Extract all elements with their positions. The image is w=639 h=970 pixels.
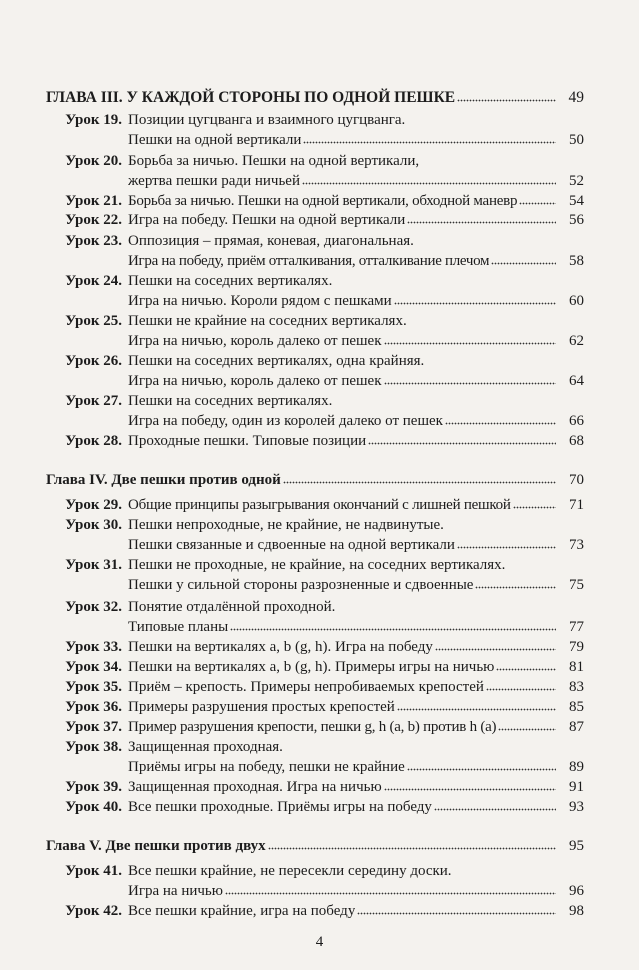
lesson-page: 81 [569,659,584,675]
lesson-label: Урок 41. [65,863,122,879]
lesson-page: 66 [569,413,584,429]
toc-line [46,777,584,797]
dot-leader [407,212,556,224]
chapter-heading [46,88,584,108]
lesson-label: Урок 29. [65,497,122,513]
toc-line [46,637,584,657]
toc-line [46,331,584,351]
lesson-page: 73 [569,537,584,553]
toc-line [46,110,584,130]
lesson-label: Урок 21. [65,193,122,209]
lesson-label: Урок 28. [65,433,122,449]
toc-line [46,431,584,451]
toc-line [46,151,584,171]
toc-line [46,271,584,291]
toc-line [46,311,584,331]
lesson-text: Пример разрушения крепости, пешки g, h (a, b) против h (a) [128,719,497,735]
lesson-page: 56 [569,212,584,228]
lesson-label: Урок 20. [65,153,122,169]
lesson-text: Игра на ничью, король далеко от пешек [128,333,382,349]
dot-leader [457,90,556,102]
dot-leader [519,193,556,205]
chapter-heading [46,836,584,856]
toc-line [46,881,584,901]
dot-leader [434,799,556,811]
chapter-title: ГЛАВА III. У КАЖДОЙ СТОРОНЫ ПО ОДНОЙ ПЕШКЕ [46,89,456,106]
dot-leader [407,759,556,771]
lesson-text: Пешки на вертикалях a, b (g, h). Примеры игры на ничью [128,659,495,675]
lesson-label: Урок 30. [65,517,122,533]
lesson-text: Пешки не крайние на соседних вертикалях. [128,313,407,329]
toc-line [46,411,584,431]
toc-line [46,597,584,617]
lesson-text: Примеры разрушения простых крепостей [128,699,395,715]
toc-line [46,371,584,391]
dot-leader [394,293,556,305]
toc-line [46,515,584,535]
dot-leader [513,497,556,509]
lesson-label: Урок 31. [65,557,122,573]
lesson-label: Урок 35. [65,679,122,695]
page-number: 4 [315,934,324,950]
lesson-page: 85 [569,699,584,715]
toc-line [46,757,584,777]
lesson-text: Все пешки крайние, не пересекли середину доски. [128,863,452,879]
toc-line [46,191,584,211]
lesson-page: 91 [569,779,584,795]
lesson-page: 79 [569,639,584,655]
lesson-text: Пешки на одной вертикали [128,132,302,148]
lesson-text: Приёмы игры на победу, пешки не крайние [128,759,405,775]
dot-leader [457,537,556,549]
toc-line [46,351,584,371]
dot-leader [384,373,556,385]
lesson-text: Пешки у сильной стороны разрозненные и сдвоенные [128,577,474,593]
dot-leader [357,903,556,915]
toc-line [46,291,584,311]
lesson-page: 98 [569,903,584,919]
lesson-text: Пешки на соседних вертикалях. [128,273,333,289]
toc-line [46,797,584,817]
lesson-page: 64 [569,373,584,389]
chapter-title: Глава V. Две пешки против двух [46,838,266,854]
lesson-page: 83 [569,679,584,695]
lesson-text: Пешки на соседних вертикалях. [128,393,333,409]
lesson-text: Пешки не проходные, не крайние, на соседних вертикалях. [128,557,506,573]
dot-leader [475,577,556,589]
lesson-page: 60 [569,293,584,309]
toc-line [46,251,584,271]
toc-line [46,657,584,677]
lesson-text: Оппозиция – прямая, коневая, диагональная. [128,233,414,249]
toc-line [46,555,584,575]
lesson-text: Защищенная проходная. Игра на ничью [128,779,382,795]
lesson-page: 50 [569,132,584,148]
lesson-label: Урок 39. [65,779,122,795]
lesson-page: 93 [569,799,584,815]
lesson-text: Борьба за ничью. Пешки на одной вертикали, обходной маневр [128,193,518,209]
lesson-text: Игра на ничью [128,883,223,899]
lesson-text: Приём – крепость. Примеры непробиваемых крепостей [128,679,484,695]
dot-leader [230,619,556,631]
lesson-text: Игра на ничью, король далеко от пешек [128,373,382,389]
lesson-page: 71 [569,497,584,513]
toc-line [46,535,584,555]
dot-leader [491,253,556,265]
dot-leader [435,639,556,651]
lesson-text: Пешки связанные и сдвоенные на одной вертикали [128,537,455,553]
lesson-text: Борьба за ничью. Пешки на одной вертикали, [128,153,420,169]
chapter-page: 49 [568,89,584,106]
dot-leader [268,838,556,850]
dot-leader [225,883,556,895]
toc-line [46,677,584,697]
lesson-label: Урок 38. [65,739,122,755]
lesson-page: 89 [569,759,584,775]
lesson-text: Игра на победу, приём отталкивания, отталкивание плечом [128,253,490,269]
lesson-text: жертва пешки ради ничьей [128,173,300,189]
dot-leader [384,779,556,791]
lesson-label: Урок 26. [65,353,122,369]
lesson-text: Позиции цугцванга и взаимного цугцванга. [128,112,406,128]
dot-leader [283,472,556,484]
lesson-page: 62 [569,333,584,349]
toc-line [46,617,584,637]
lesson-text: Все пешки проходные. Приёмы игры на победу [128,799,432,815]
lesson-label: Урок 25. [65,313,122,329]
lesson-label: Урок 36. [65,699,122,715]
lesson-page: 58 [569,253,584,269]
lesson-text: Игра на победу. Пешки на одной вертикали [128,212,406,228]
toc-line [46,861,584,881]
toc-line [46,901,584,921]
dot-leader [303,132,556,144]
lesson-label: Урок 22. [65,212,122,228]
lesson-text: Все пешки крайние, игра на победу [128,903,356,919]
lesson-page: 77 [569,619,584,635]
lesson-text: Пешки непроходные, не крайние, не надвинутые. [128,517,444,533]
dot-leader [498,719,556,731]
toc-line [46,495,584,515]
lesson-label: Урок 23. [65,233,122,249]
lesson-label: Урок 37. [65,719,122,735]
dot-leader [384,333,556,345]
lesson-text: Пешки на вертикалях a, b (g, h). Игра на победу [128,639,433,655]
lesson-page: 75 [569,577,584,593]
chapter-page: 70 [569,472,584,488]
dot-leader [368,433,556,445]
lesson-page: 68 [569,433,584,449]
toc-line [46,737,584,757]
lesson-page: 54 [569,193,584,209]
lesson-label: Урок 32. [65,599,122,615]
chapter-title: Глава IV. Две пешки против одной [46,472,281,488]
lesson-label: Урок 27. [65,393,122,409]
lesson-label: Урок 40. [65,799,122,815]
toc-line [46,575,584,595]
toc-line [46,210,584,230]
lesson-label: Урок 24. [65,273,122,289]
lesson-page: 52 [569,173,584,189]
lesson-label: Урок 34. [65,659,122,675]
lesson-text: Типовые планы [128,619,229,635]
lesson-text: Понятие отдалённой проходной. [128,599,336,615]
toc-line [46,717,584,737]
toc-line [46,391,584,411]
chapter-heading [46,470,584,490]
dot-leader [486,679,556,691]
dot-leader [445,413,556,425]
toc-line [46,231,584,251]
lesson-text: Игра на ничью. Короли рядом с пешками [128,293,392,309]
lesson-label: Урок 33. [65,639,122,655]
dot-leader [496,659,556,671]
lesson-text: Защищенная проходная. [128,739,283,755]
dot-leader [397,699,556,711]
lesson-page: 87 [569,719,584,735]
lesson-label: Урок 19. [65,112,122,128]
toc-line [46,697,584,717]
lesson-text: Общие принципы разыгрывания окончаний с лишней пешкой [128,497,511,513]
dot-leader [302,173,556,185]
lesson-label: Урок 42. [65,903,122,919]
lesson-text: Пешки на соседних вертикалях, одна крайняя. [128,353,425,369]
lesson-text: Игра на победу, один из королей далеко от пешек [128,413,443,429]
lesson-text: Проходные пешки. Типовые позиции [128,433,367,449]
chapter-page: 95 [569,838,584,854]
toc-line [46,171,584,191]
toc-line [46,130,584,150]
lesson-page: 96 [569,883,584,899]
